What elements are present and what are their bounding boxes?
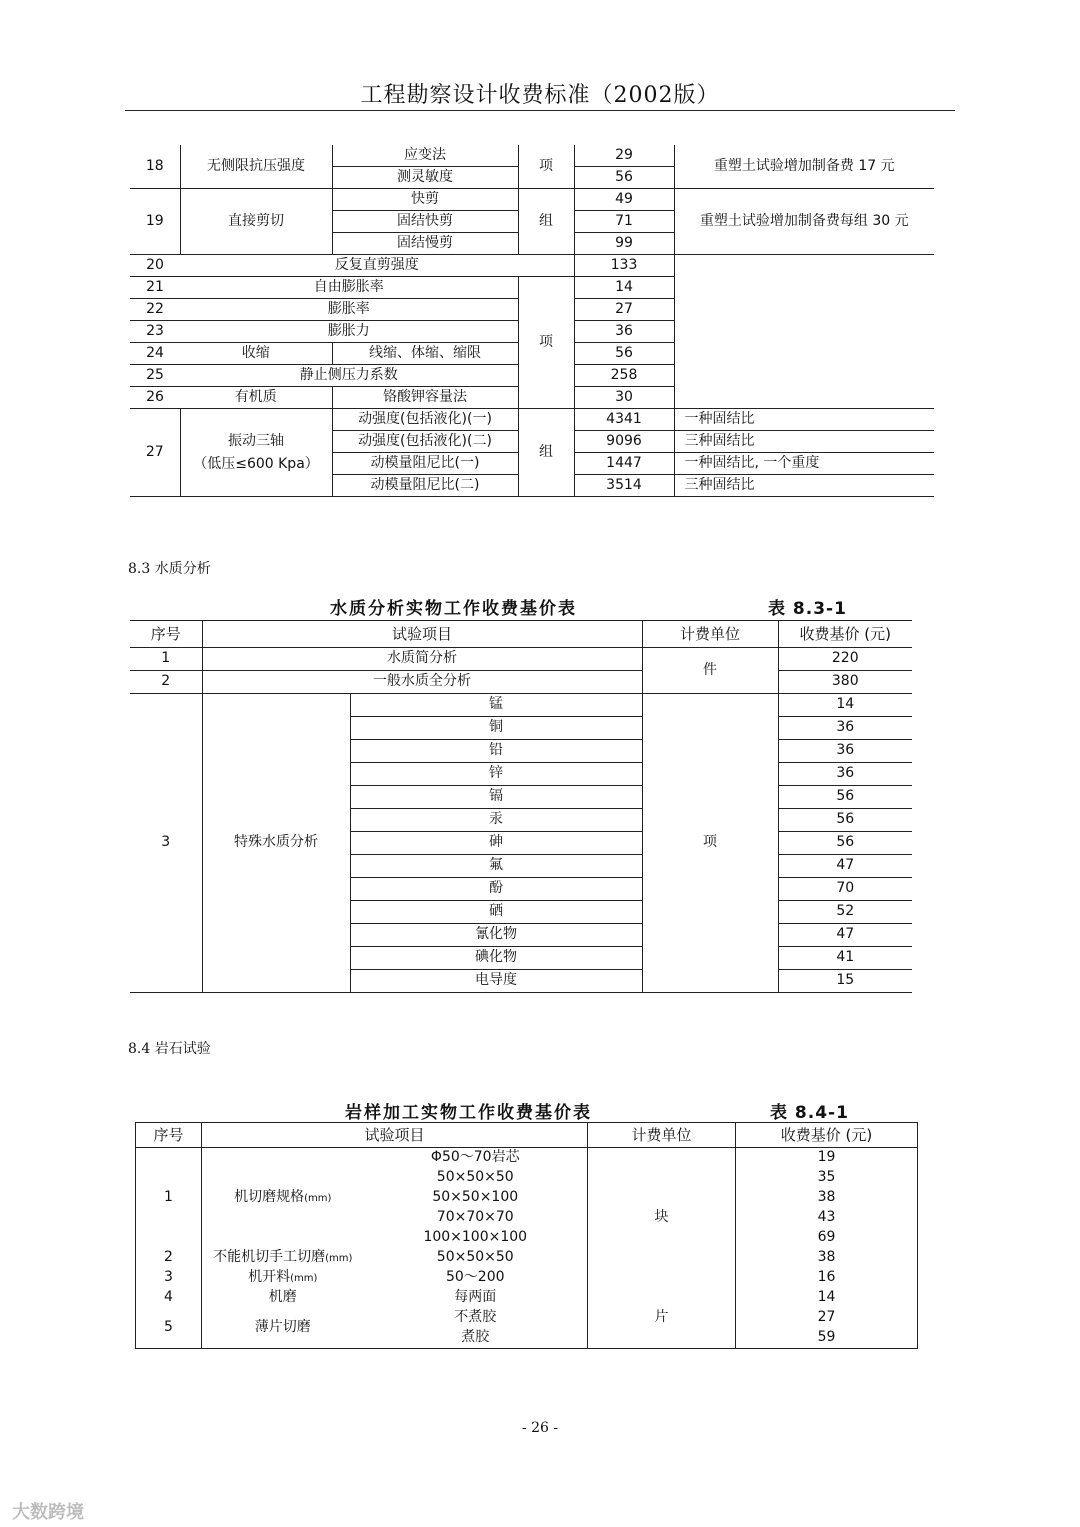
row-no: 1 bbox=[130, 648, 202, 671]
row-sub: 酚 bbox=[350, 878, 642, 901]
row-value: 36 bbox=[778, 763, 912, 786]
row-sub: 铜 bbox=[350, 717, 642, 740]
row-value: 14 bbox=[574, 277, 674, 299]
row-unit: 项 bbox=[642, 694, 778, 993]
table-title: 岩样加工实物工作收费基价表 bbox=[345, 1103, 592, 1123]
row-no: 2 bbox=[164, 1249, 173, 1266]
row-value: 36 bbox=[574, 321, 674, 343]
row-no: 5 bbox=[164, 1319, 173, 1336]
row-note: 重塑土试验增加制备费 17 元 bbox=[674, 145, 934, 189]
row-item-label: 机开料 bbox=[248, 1269, 291, 1286]
row-value: 380 bbox=[778, 671, 912, 694]
row-item: 薄片切磨 bbox=[202, 1308, 364, 1349]
row-item bbox=[180, 409, 332, 497]
table-title: 水质分析实物工作收费基价表 bbox=[330, 599, 577, 619]
header-cell: 试验项目 bbox=[202, 621, 642, 648]
row-no: 19 bbox=[130, 189, 180, 255]
row-value: 41 bbox=[778, 947, 912, 970]
row-no: 3 bbox=[130, 694, 202, 993]
row-note: 三种固结比 bbox=[674, 475, 934, 497]
page-header: 工程勘察设计收费标准（2002版） bbox=[360, 83, 720, 108]
row-sub: 镉 bbox=[350, 786, 642, 809]
section-heading-8-4: 8.4 岩石试验 bbox=[128, 1041, 211, 1057]
soil-test-table bbox=[130, 145, 934, 497]
row-value: 258 bbox=[574, 365, 674, 387]
row-sub: 每两面 bbox=[454, 1289, 497, 1306]
row-note: 重塑土试验增加制备费每组 30 元 bbox=[674, 189, 934, 255]
row-note-empty bbox=[674, 255, 934, 409]
row-note: 三种固结比 bbox=[674, 431, 934, 453]
row-no: 26 bbox=[130, 387, 180, 409]
row-value: 3514 bbox=[574, 475, 674, 497]
row-sub: 动强度(包括液化)(二) bbox=[332, 431, 518, 453]
row-value: 1447 bbox=[574, 453, 674, 475]
row-sub: 100×100×100 bbox=[423, 1229, 528, 1246]
row-sub: 动强度(包括液化)(一) bbox=[332, 409, 518, 431]
row-item-unit: (mm) bbox=[304, 1193, 332, 1205]
row-unit: 项 bbox=[518, 277, 574, 409]
row-no: 3 bbox=[164, 1269, 173, 1286]
row-no: 22 bbox=[130, 299, 180, 321]
row-item bbox=[202, 1268, 364, 1288]
row-value: 99 bbox=[574, 233, 674, 255]
row-value: 133 bbox=[574, 255, 674, 277]
row-value: 14 bbox=[778, 694, 912, 717]
row-sub: 50×50×50 bbox=[436, 1169, 514, 1186]
row-value: 16 bbox=[736, 1268, 918, 1288]
row-sub: Φ50～70岩芯 bbox=[430, 1149, 520, 1166]
row-value: 56 bbox=[778, 809, 912, 832]
row-value: 69 bbox=[736, 1228, 918, 1248]
row-note: 一种固结比, 一个重度 bbox=[674, 453, 934, 475]
table-row bbox=[130, 694, 912, 717]
table-row bbox=[130, 409, 934, 431]
row-no: 1 bbox=[164, 1189, 173, 1206]
row-sub: 动模量阻尼比(二) bbox=[332, 475, 518, 497]
row-value: 15 bbox=[778, 970, 912, 993]
table-number: 表 8.3-1 bbox=[768, 599, 847, 619]
row-value: 27 bbox=[736, 1308, 918, 1328]
row-value: 56 bbox=[574, 167, 674, 189]
row-sub: 锌 bbox=[350, 763, 642, 786]
row-value: 56 bbox=[778, 832, 912, 855]
row-item-line1: 振动三轴 bbox=[228, 433, 284, 450]
row-value: 47 bbox=[778, 855, 912, 878]
row-item: 收缩 bbox=[180, 343, 332, 365]
row-no: 18 bbox=[130, 145, 180, 189]
row-unit: 组 bbox=[518, 189, 574, 255]
page-number: - 26 - bbox=[521, 1420, 559, 1436]
row-item: 反复直剪强度 bbox=[180, 255, 574, 277]
row-sub: 线缩、体缩、缩限 bbox=[332, 343, 518, 365]
row-item-unit: (mm) bbox=[290, 1273, 318, 1285]
rock-sample-table bbox=[135, 1122, 918, 1349]
table-row bbox=[130, 255, 934, 277]
header-cell: 计费单位 bbox=[642, 621, 778, 648]
row-sub: 固结快剪 bbox=[332, 211, 518, 233]
row-note: 一种固结比 bbox=[674, 409, 934, 431]
row-item: 自由膨胀率 bbox=[180, 277, 518, 299]
row-item: 有机质 bbox=[180, 387, 332, 409]
row-sub: 电导度 bbox=[350, 970, 642, 993]
row-sub: 不煮胶 bbox=[454, 1309, 497, 1326]
row-no: 24 bbox=[130, 343, 180, 365]
row-item: 特殊水质分析 bbox=[202, 694, 350, 993]
row-no: 2 bbox=[130, 671, 202, 694]
row-sub: 固结慢剪 bbox=[332, 233, 518, 255]
row-unit: 组 bbox=[518, 409, 574, 497]
row-value: 38 bbox=[736, 1188, 918, 1208]
row-item: 机磨 bbox=[202, 1288, 364, 1308]
header-cell: 序号 bbox=[136, 1123, 202, 1148]
row-sub: 测灵敏度 bbox=[332, 167, 518, 189]
row-no: 27 bbox=[130, 409, 180, 497]
table-row bbox=[136, 1148, 918, 1169]
table-row bbox=[136, 1308, 918, 1328]
row-sub: 煮胶 bbox=[461, 1329, 490, 1346]
watermark: 大数跨境 bbox=[12, 1502, 84, 1523]
row-unit: 件 bbox=[642, 648, 778, 694]
row-value: 56 bbox=[778, 786, 912, 809]
row-value: 220 bbox=[778, 648, 912, 671]
row-value: 70 bbox=[778, 878, 912, 901]
row-sub: 铬酸钾容量法 bbox=[332, 387, 518, 409]
row-value: 56 bbox=[574, 343, 674, 365]
row-item: 膨胀力 bbox=[180, 321, 518, 343]
table-row bbox=[130, 145, 934, 167]
row-item-unit: (mm) bbox=[325, 1253, 353, 1265]
table-row bbox=[130, 648, 912, 671]
row-sub: 氟 bbox=[350, 855, 642, 878]
table-row bbox=[136, 1288, 918, 1308]
row-sub: 硒 bbox=[350, 901, 642, 924]
row-sub: 氰化物 bbox=[350, 924, 642, 947]
row-sub: 50×50×50 bbox=[436, 1249, 514, 1266]
row-sub: 汞 bbox=[350, 809, 642, 832]
section-heading-8-3: 8.3 水质分析 bbox=[128, 561, 211, 577]
row-value: 36 bbox=[778, 740, 912, 763]
header-cell: 序号 bbox=[130, 621, 202, 648]
row-item bbox=[202, 1148, 364, 1249]
table-row bbox=[136, 1268, 918, 1288]
row-item: 一般水质全分析 bbox=[202, 671, 642, 694]
row-value: 14 bbox=[736, 1288, 918, 1308]
row-value: 47 bbox=[778, 924, 912, 947]
row-value: 38 bbox=[736, 1248, 918, 1268]
table-row bbox=[136, 1248, 918, 1268]
header-cell: 计费单位 bbox=[588, 1123, 736, 1148]
row-item: 无侧限抗压强度 bbox=[180, 145, 332, 189]
header-cell: 收费基价 (元) bbox=[736, 1123, 918, 1148]
row-sub: 铅 bbox=[350, 740, 642, 763]
row-sub: 50～200 bbox=[445, 1269, 505, 1286]
header-cell: 收费基价 (元) bbox=[778, 621, 912, 648]
table-header-row bbox=[130, 621, 912, 648]
row-sub: 动模量阻尼比(一) bbox=[332, 453, 518, 475]
row-value: 35 bbox=[736, 1168, 918, 1188]
row-value: 59 bbox=[736, 1328, 918, 1349]
row-unit: 块 bbox=[588, 1148, 736, 1289]
table-number: 表 8.4-1 bbox=[770, 1103, 849, 1123]
row-value: 19 bbox=[736, 1148, 918, 1169]
row-no: 25 bbox=[130, 365, 180, 387]
table-header-row bbox=[136, 1123, 918, 1148]
table-row bbox=[130, 671, 912, 694]
row-sub: 砷 bbox=[350, 832, 642, 855]
row-value: 43 bbox=[736, 1208, 918, 1228]
header-cell: 试验项目 bbox=[202, 1123, 588, 1148]
row-item-label: 不能机切手工切磨 bbox=[213, 1249, 326, 1266]
row-sub: 碘化物 bbox=[350, 947, 642, 970]
row-sub: 快剪 bbox=[332, 189, 518, 211]
row-item bbox=[202, 1248, 364, 1268]
row-item: 直接剪切 bbox=[180, 189, 332, 255]
row-value: 52 bbox=[778, 901, 912, 924]
row-value: 27 bbox=[574, 299, 674, 321]
row-no: 21 bbox=[130, 277, 180, 299]
water-analysis-table bbox=[130, 620, 912, 993]
row-item: 水质简分析 bbox=[202, 648, 642, 671]
row-sub: 50×50×100 bbox=[432, 1189, 519, 1206]
row-sub: 70×70×70 bbox=[436, 1209, 514, 1226]
row-value: 71 bbox=[574, 211, 674, 233]
row-value: 49 bbox=[574, 189, 674, 211]
row-no: 20 bbox=[130, 255, 180, 277]
row-item: 膨胀率 bbox=[180, 299, 518, 321]
table-row bbox=[130, 189, 934, 211]
row-unit: 片 bbox=[588, 1288, 736, 1349]
row-value: 9096 bbox=[574, 431, 674, 453]
row-unit: 项 bbox=[518, 145, 574, 189]
row-sub: 锰 bbox=[350, 694, 642, 717]
row-item-line2: （低压≤600 Kpa） bbox=[193, 455, 319, 472]
row-value: 29 bbox=[574, 145, 674, 167]
row-sub: 应变法 bbox=[332, 145, 518, 167]
row-item: 静止侧压力系数 bbox=[180, 365, 518, 387]
row-no: 4 bbox=[164, 1289, 173, 1306]
row-value: 36 bbox=[778, 717, 912, 740]
row-item-label: 机切磨规格 bbox=[234, 1189, 305, 1206]
row-no: 23 bbox=[130, 321, 180, 343]
row-value: 4341 bbox=[574, 409, 674, 431]
row-value: 30 bbox=[574, 387, 674, 409]
header-rule bbox=[125, 110, 955, 111]
